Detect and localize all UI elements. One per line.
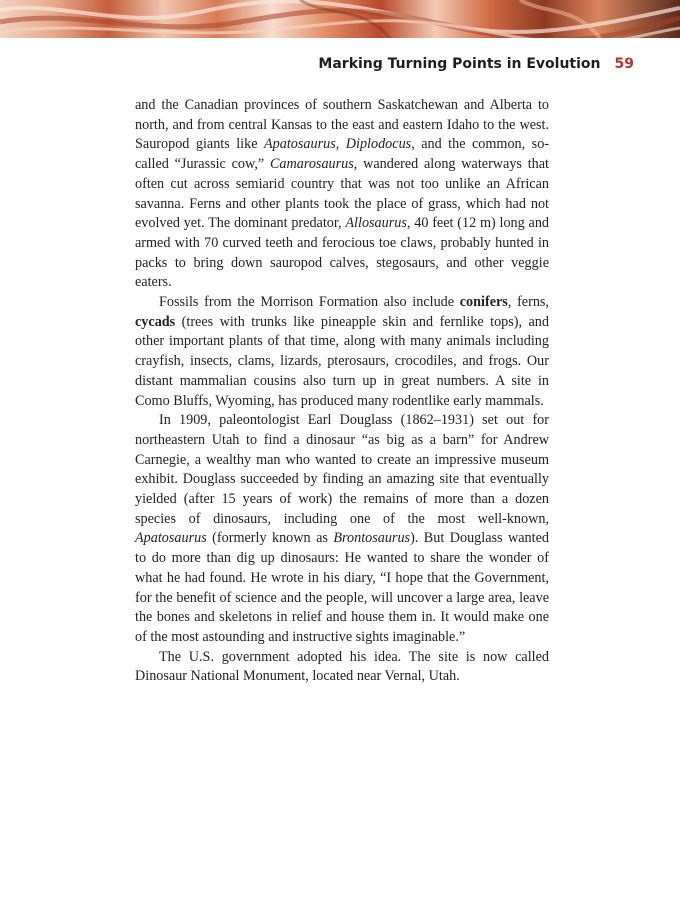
paragraph bbox=[135, 648, 549, 687]
text-run: (formerly known as bbox=[206, 530, 334, 547]
italic-term: Apatosaurus bbox=[135, 530, 207, 547]
italic-term: Brontosaurus bbox=[333, 530, 411, 547]
rock-strata-pattern bbox=[0, 0, 680, 38]
running-title: Marking Turning Points in Evolution bbox=[318, 56, 601, 72]
text-run: The U.S. government adopted his idea. The site is now called Dinosaur National Monument, located near Vernal, Utah. bbox=[135, 648, 549, 685]
text-run: ). But Douglass wanted to do more than dig up dinosaurs: He wanted to share the wonder of what he had found. He wrote in his diary, “I hope that the Government, for the benefit of science and the people, will uncover a large area, leave the bones and skeletons in relief and house them in. It would make one of the most astounding and instructive sights imaginable.” bbox=[135, 530, 549, 645]
paragraph bbox=[135, 293, 549, 411]
page-number: 59 bbox=[614, 56, 634, 72]
italic-term: Diplodocus bbox=[345, 136, 412, 153]
text-run: (trees with trunks like pineapple skin and fernlike tops), and other important plants of that time, along with many animals including crayfish, insects, clams, lizards, pterosaurs, crocodiles, and frogs. Our distant mammalian cousins also turn up in great numbers. A site in Como Bluffs, Wyoming, has produced many rodentlike early mammals. bbox=[135, 313, 549, 409]
text-run: wandered along waterways that often cut across semiarid country that was not too unlike an African savanna. Ferns and other plants took the place of grass, which had not evolved yet. The dominant predator, bbox=[135, 156, 549, 232]
text-run: Fossils from the Morrison Formation also include bbox=[159, 294, 460, 311]
running-head bbox=[318, 56, 634, 72]
paragraph bbox=[135, 96, 549, 293]
text-run: , bbox=[335, 136, 346, 153]
italic-term: Camarosaurus, bbox=[269, 156, 358, 173]
text-run: In 1909, paleontologist Earl Douglass (1862–1931) set out for northeastern Utah to find a dinosaur “as big as a barn” for Andrew Carnegie, a wealthy man who wanted to create an impressive museum exhibit. Douglass succeeded by finding an amazing site that eventually yielded (after 15 years of work) the remains of more than a dozen species of dinosaurs, including one of the most well-known, bbox=[135, 412, 549, 527]
glossary-term: conifers bbox=[459, 294, 508, 311]
body-text bbox=[135, 96, 549, 687]
text-run: , and the common, so-called “Jurassic cow,” bbox=[135, 136, 550, 173]
text-run: , 40 feet (12 m) long and armed with 70 curved teeth and ferocious toe claws, probably hunted in packs to bring down sauropod calves, stegosaurs, and other veggie eaters. bbox=[135, 215, 550, 291]
text-run: and the Canadian provinces of southern Saskatchewan and Alberta to north, and from central Kansas to the east and eastern Idaho to the west. Sauropod giants like bbox=[135, 97, 549, 153]
paragraph bbox=[135, 411, 549, 647]
italic-term: Apatosaurus bbox=[264, 136, 336, 153]
glossary-term: cycads bbox=[135, 313, 176, 330]
italic-term: Allosaurus bbox=[345, 215, 407, 232]
header-banner-image bbox=[0, 0, 680, 38]
text-run: , ferns, bbox=[507, 294, 549, 311]
